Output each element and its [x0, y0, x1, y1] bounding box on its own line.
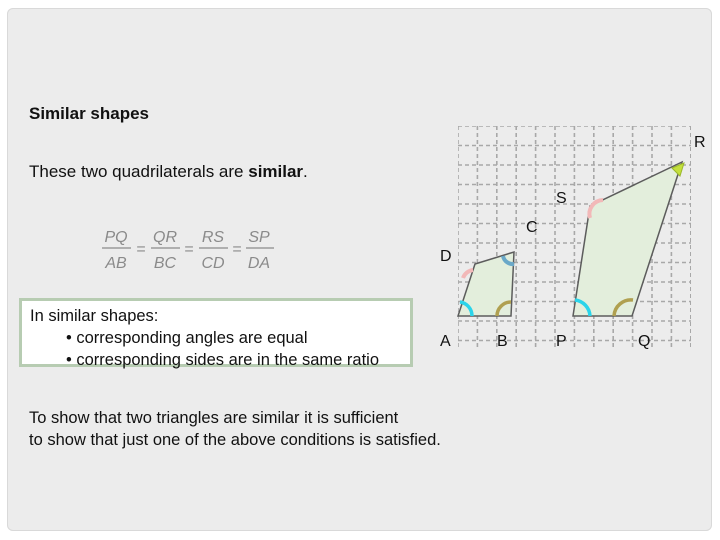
equals-sign: =: [136, 241, 146, 258]
vertex-label-d: D: [440, 248, 452, 265]
properties-heading: In similar shapes:: [30, 307, 159, 325]
slide-title: Similar shapes: [29, 104, 150, 123]
ratio-denominator-ab: AB: [105, 255, 127, 272]
conclusion-line-1: To show that two triangles are similar it is sufficient: [29, 409, 399, 427]
vertex-label-c: C: [526, 219, 538, 236]
vertex-label-p: P: [556, 333, 567, 350]
vertex-label-s: S: [556, 190, 567, 207]
ratio-denominator-cd: CD: [201, 255, 225, 272]
vertex-label-a: A: [440, 333, 451, 350]
ratio-numerator-qr: QR: [153, 229, 177, 246]
conclusion-line-2: to show that just one of the above conditions is satisfied.: [29, 431, 441, 449]
intro-after: .: [303, 162, 308, 181]
ratio-formula: [102, 226, 282, 274]
vertex-label-r: R: [694, 134, 706, 151]
ratio-numerator-sp: SP: [248, 229, 270, 246]
intro-before: These two quadrilaterals are: [29, 162, 249, 181]
ratio-denominator-bc: BC: [153, 255, 177, 272]
equals-sign: =: [184, 241, 194, 258]
vertex-label-b: B: [497, 333, 508, 350]
ratio-numerator-rs: RS: [201, 229, 225, 246]
property-bullet-sides: • corresponding sides are in the same ratio: [66, 351, 380, 369]
conclusion-text: [29, 407, 441, 451]
similarity-properties-box: [19, 298, 413, 367]
intro-emphasis: similar: [248, 162, 304, 181]
intro-text: [29, 162, 308, 182]
property-bullet-angles: • corresponding angles are equal: [66, 329, 308, 347]
ratio-denominator-da: DA: [247, 255, 271, 272]
vertex-label-q: Q: [638, 333, 651, 350]
ratio-numerator-pq: PQ: [104, 229, 128, 246]
equals-sign: =: [232, 241, 242, 258]
